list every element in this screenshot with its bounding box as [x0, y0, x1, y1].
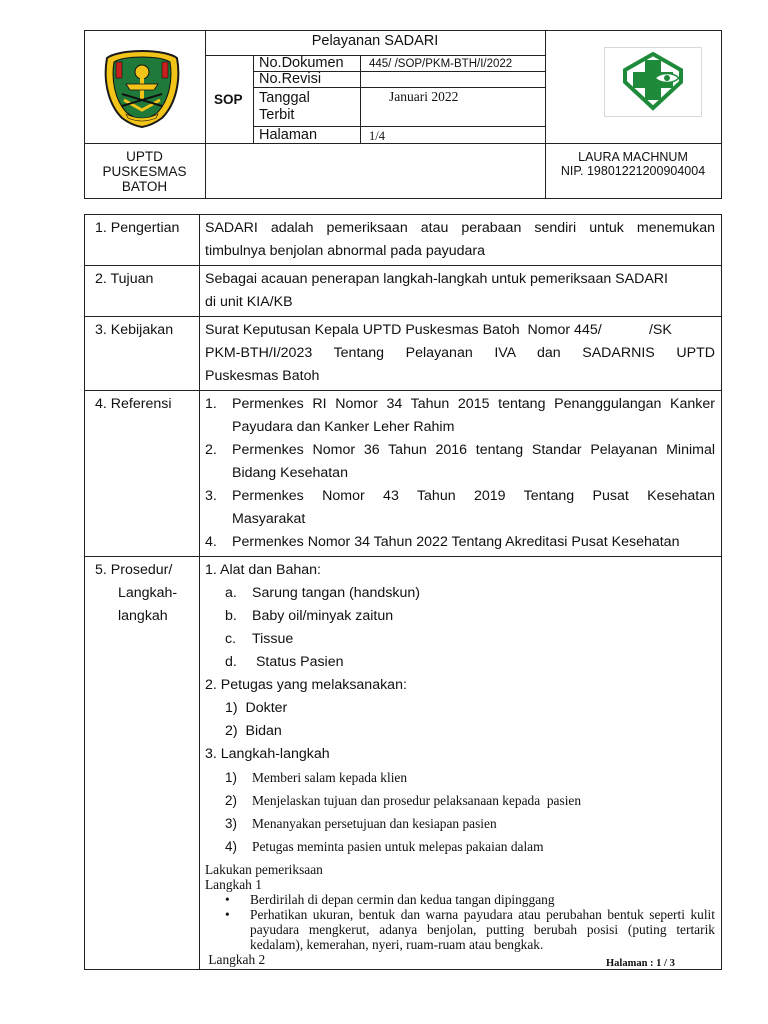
referensi-item: [205, 531, 715, 554]
pengertian-label: 1. Pengertian: [85, 215, 200, 266]
alat-item: [205, 628, 715, 651]
header-border-bottom: [84, 198, 721, 199]
referensi-item-text: Permenkes Nomor 43 Tahun 2019 Tentang Pusat Kesehatan: [232, 488, 715, 504]
kebijakan-line-3: Puskesmas Batoh: [205, 368, 320, 384]
referensi-item: [205, 393, 715, 439]
bullet-dot-icon: •: [225, 907, 230, 922]
alat-item-text: Sarung tangan (handskun): [252, 585, 421, 601]
referensi-item-text: Permenkes Nomor 34 Tahun 2022 Tentang Akreditasi Pusat Kesehatan: [232, 534, 680, 550]
pengertian-line-1: SADARI adalah pemeriksaan atau perabaan sendiri untuk menemukan: [205, 220, 715, 236]
aceh-crest-logo: [102, 48, 183, 128]
row-kebijakan: [85, 317, 722, 391]
referensi-item-number: 1.: [205, 396, 217, 412]
unit-line-2: PUSKESMAS: [102, 164, 187, 179]
unit-line-3: BATOH: [121, 179, 168, 194]
alat-item: [205, 582, 715, 605]
alat-item-letter: a.: [225, 585, 237, 601]
langkah-item-text: Petugas meminta pasien untuk melepas pakaian dalam: [252, 839, 544, 854]
signer-name: LAURA MACHNUM: [578, 150, 688, 164]
tujuan-label: 2. Tujuan: [85, 266, 200, 317]
langkah-item: [205, 812, 715, 835]
alat-item-text: Status Pasien: [252, 654, 344, 670]
langkah-1-bullet: [205, 907, 715, 952]
sop-content-table: [84, 214, 722, 970]
no-revisi-label: No.Revisi: [259, 71, 322, 87]
alat-item: [205, 651, 715, 674]
langkah-heading: 3. Langkah-langkah: [205, 746, 330, 762]
no-dokumen-label: No.Dokumen: [259, 55, 344, 71]
langkah-item-number: 1): [225, 770, 237, 785]
alat-item-text: Tissue: [252, 631, 294, 647]
referensi-item: [205, 485, 715, 531]
value-divider: [360, 55, 361, 143]
langkah-1-bullet: [205, 892, 715, 907]
referensi-item-number: 3.: [205, 488, 217, 504]
langkah-item: [205, 835, 715, 858]
petugas-item: 2) Bidan: [225, 723, 282, 739]
langkah-item: [205, 766, 715, 789]
alat-item: [205, 605, 715, 628]
referensi-item-text: Payudara dan Kanker Leher Rahim: [232, 419, 455, 435]
page-footer: Halaman : 1 / 3: [606, 958, 675, 969]
prosedur-label: Langkah-: [118, 585, 178, 601]
kebijakan-line-2: PKM-BTH/I/2023 Tentang Pelayanan IVA dan SADARNIS UPTD: [205, 345, 715, 361]
tujuan-line-1: Sebagai acauan penerapan langkah-langkah untuk pemeriksaan SADARI: [205, 271, 668, 287]
petugas-heading: 2. Petugas yang melaksanakan:: [205, 677, 407, 693]
tanggal-label-1: Tanggal: [259, 90, 310, 106]
row-divider-2: [253, 87, 545, 88]
alat-heading: 1. Alat dan Bahan:: [205, 562, 321, 578]
row-referensi: [85, 391, 722, 557]
sop-label: SOP: [214, 92, 243, 107]
langkah-item-number: 2): [225, 793, 237, 808]
halaman-label: Halaman: [259, 127, 318, 143]
bullet-text: Berdirilah di depan cermin dan kedua tangan dipinggang: [250, 892, 555, 907]
signer-nip: NIP. 19801221200904004: [560, 164, 706, 178]
referensi-label: 4. Referensi: [85, 391, 200, 557]
unit-line-1: UPTD: [126, 149, 163, 164]
referensi-item-text: Masyarakat: [232, 511, 306, 527]
lakukan-pemeriksaan: Lakukan pemeriksaan: [205, 862, 323, 877]
row-tujuan: [85, 266, 722, 317]
referensi-item-number: 4.: [205, 534, 217, 550]
bullet-text: Perhatikan ukuran, bentuk dan warna payudara atau perubahan bentuk seperti kulit payudara mengkerut, adanya benjolan, putting berubah posisi (puting tertarik kedalam), kemerahan, nyeri, ruam-ruam atau bengkak.: [250, 907, 715, 952]
tanggal-label-2: Terbit: [259, 107, 295, 123]
langkah-item-number: 3): [225, 816, 237, 831]
alat-item-text: Baby oil/minyak zaitun: [252, 608, 394, 624]
referensi-item-text: Permenkes RI Nomor 34 Tahun 2015 tentang Penanggulangan Kanker: [232, 396, 715, 412]
referensi-item-text: Bidang Kesehatan: [232, 465, 348, 481]
halaman-value: 1/4: [369, 129, 385, 143]
alat-item-letter: c.: [225, 631, 237, 647]
document-title: Pelayanan SADARI: [311, 33, 439, 49]
petugas-item: 1) Dokter: [225, 700, 288, 716]
langkah-2-label: Langkah 2: [205, 952, 266, 967]
kebijakan-label: 3. Kebijakan: [85, 317, 200, 391]
langkah-item: [205, 789, 715, 812]
header-border-right: [721, 30, 722, 199]
alat-item-letter: d.: [225, 654, 237, 670]
langkah-item-text: Memberi salam kepada klien: [252, 770, 408, 785]
referensi-item: [205, 439, 715, 485]
kebijakan-line-1: Surat Keputusan Kepala UPTD Puskesmas Batoh Nomor 445/ /SK: [205, 322, 672, 338]
prosedur-label: 5. Prosedur/: [95, 562, 173, 578]
sop-divider: [253, 55, 254, 143]
langkah-1-label: Langkah 1: [205, 877, 262, 892]
row-prosedur: [85, 557, 722, 970]
tujuan-line-2: di unit KIA/KB: [205, 294, 293, 310]
langkah-item-number: 4): [225, 839, 237, 854]
pengertian-line-2: timbulnya benjolan abnormal pada payudara: [205, 243, 486, 259]
referensi-item-number: 2.: [205, 442, 217, 458]
langkah-item-text: Menjelaskan tujuan dan prosedur pelaksanaan kepada pasien: [252, 793, 582, 808]
bullet-dot-icon: •: [225, 892, 230, 907]
langkah-item-text: Menanyakan persetujuan dan kesiapan pasien: [252, 816, 497, 831]
referensi-item-text: Permenkes Nomor 36 Tahun 2016 tentang Standar Pelayanan Minimal: [232, 442, 715, 458]
alat-item-letter: b.: [225, 608, 237, 624]
header-border-top: [84, 30, 721, 31]
row-pengertian: [85, 215, 722, 266]
header-border-middle: [84, 143, 721, 144]
no-dokumen-value: 445/ /SOP/PKM-BTH/I/2022: [369, 58, 513, 70]
prosedur-label: langkah: [118, 608, 168, 624]
tanggal-value: Januari 2022: [389, 89, 459, 104]
puskesmas-logo: [604, 47, 702, 117]
